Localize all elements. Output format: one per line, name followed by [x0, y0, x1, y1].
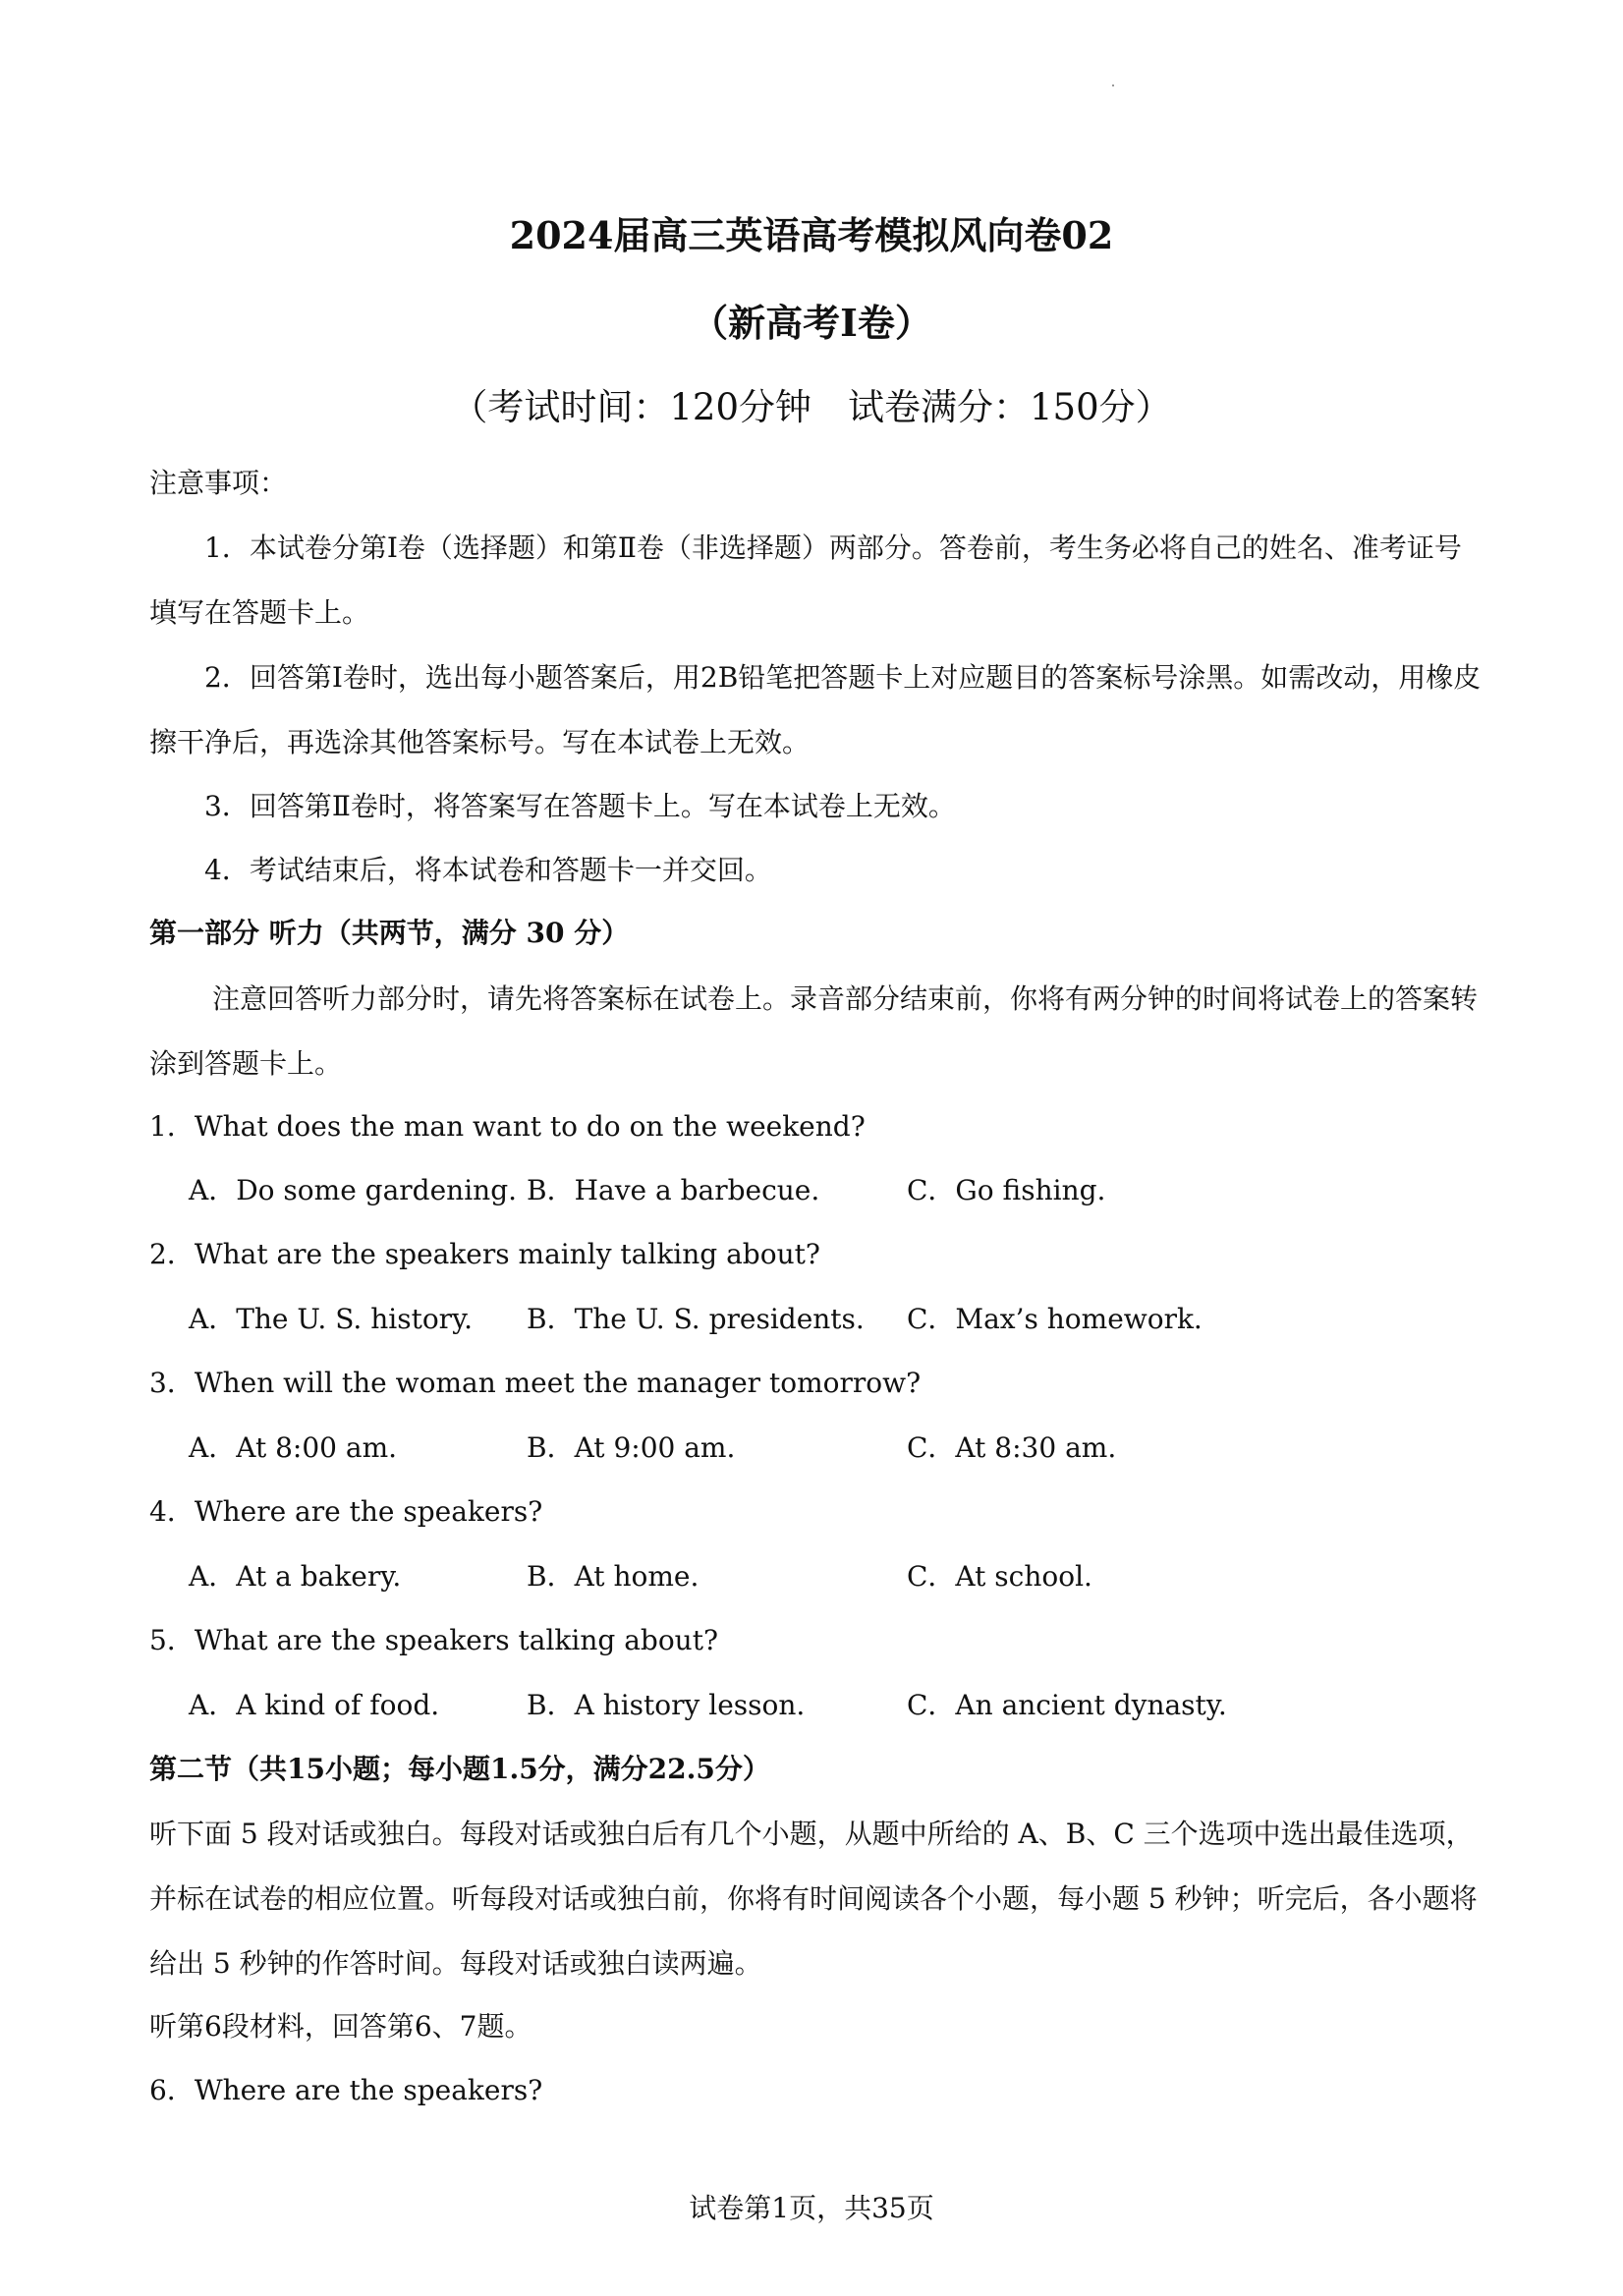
section2-instruction: 听下面 5 段对话或独白。每段对话或独白后有几个小题，从题中所给的 A、B、C 三个选项中选出最佳选项，并标在试卷的相应位置。听每段对话或独白前，你将有时间阅读各个小题，每小题 5 秒钟；听完后，各小题将给出 5 秒钟的作答时间。每段对话或独白读两遍。	[149, 1818, 1478, 1980]
notice-item-4: 4．考试结束后，将本试卷和答题卡一并交回。	[204, 854, 772, 886]
option-c: C．An ancient dynasty.	[907, 1689, 1227, 1721]
material-note: 听第6段材料，回答第6、7题。	[149, 2010, 532, 2043]
option-b: B．The U. S. presidents.	[527, 1303, 865, 1335]
option-c: C．At 8:30 am.	[907, 1431, 1117, 1464]
scan-dot	[1112, 84, 1114, 86]
question-stem: 5．What are the speakers talking about?	[149, 1624, 718, 1656]
option-b: B．At 9:00 am.	[527, 1431, 736, 1464]
part1-heading: 第一部分 听力（共两节，满分 30 分）	[149, 917, 630, 949]
question-options	[189, 1555, 1485, 1598]
page-footer: 试卷第1页，共35页	[689, 2192, 934, 2224]
option-a: A．Do some gardening.	[189, 1174, 518, 1206]
section2-heading: 第二节（共15小题；每小题1.5分，满分22.5分）	[149, 1753, 770, 1785]
question-stem: 2．What are the speakers mainly talking about?	[149, 1238, 820, 1270]
option-b: B．Have a barbecue.	[527, 1174, 820, 1206]
option-b: B．At home.	[527, 1560, 700, 1593]
notice-item-1: 1．本试卷分第Ⅰ卷（选择题）和第Ⅱ卷（非选择题）两部分。答卷前，考生务必将自己的姓名、准考证号填写在答题卡上。	[149, 532, 1462, 629]
part1-instruction: 注意回答听力部分时，请先将答案标在试卷上。录音部分结束前，你将有两分钟的时间将试卷上的答案转涂到答题卡上。	[149, 982, 1479, 1080]
option-c: C．Max’s homework.	[907, 1303, 1203, 1335]
question-stem: 3．When will the woman meet the manager tomorrow?	[149, 1367, 922, 1399]
question-stem: 4．Where are the speakers?	[149, 1495, 543, 1528]
option-a: A．At a bakery.	[189, 1560, 402, 1593]
question-stem: 1．What does the man want to do on the weekend?	[149, 1110, 866, 1143]
option-a: A．At 8:00 am.	[189, 1431, 398, 1464]
question-stem: 6．Where are the speakers?	[149, 2074, 543, 2106]
question-options	[189, 1169, 1485, 1212]
option-b: B．A history lesson.	[527, 1689, 806, 1721]
notice-item-3: 3．回答第Ⅱ卷时，将答案写在答题卡上。写在本试卷上无效。	[204, 790, 956, 822]
question-options	[189, 1427, 1485, 1470]
question-options	[189, 1684, 1485, 1727]
page-subtitle: （新高考I卷）	[691, 301, 932, 345]
exam-info: （考试时间：120分钟 试卷满分：150分）	[451, 386, 1172, 428]
notice-item-2: 2．回答第Ⅰ卷时，选出每小题答案后，用2B铅笔把答题卡上对应题目的答案标号涂黑。如需改动，用橡皮擦干净后，再选涂其他答案标号。写在本试卷上无效。	[149, 661, 1482, 758]
notice-label: 注意事项：	[149, 467, 288, 499]
option-c: C．Go fishing.	[907, 1174, 1106, 1206]
option-c: C．At school.	[907, 1560, 1092, 1593]
question-options	[189, 1298, 1485, 1341]
option-a: A．A kind of food.	[189, 1689, 440, 1721]
page-title: 2024届高三英语高考模拟风向卷02	[509, 213, 1114, 257]
option-a: A．The U. S. history.	[189, 1303, 474, 1335]
